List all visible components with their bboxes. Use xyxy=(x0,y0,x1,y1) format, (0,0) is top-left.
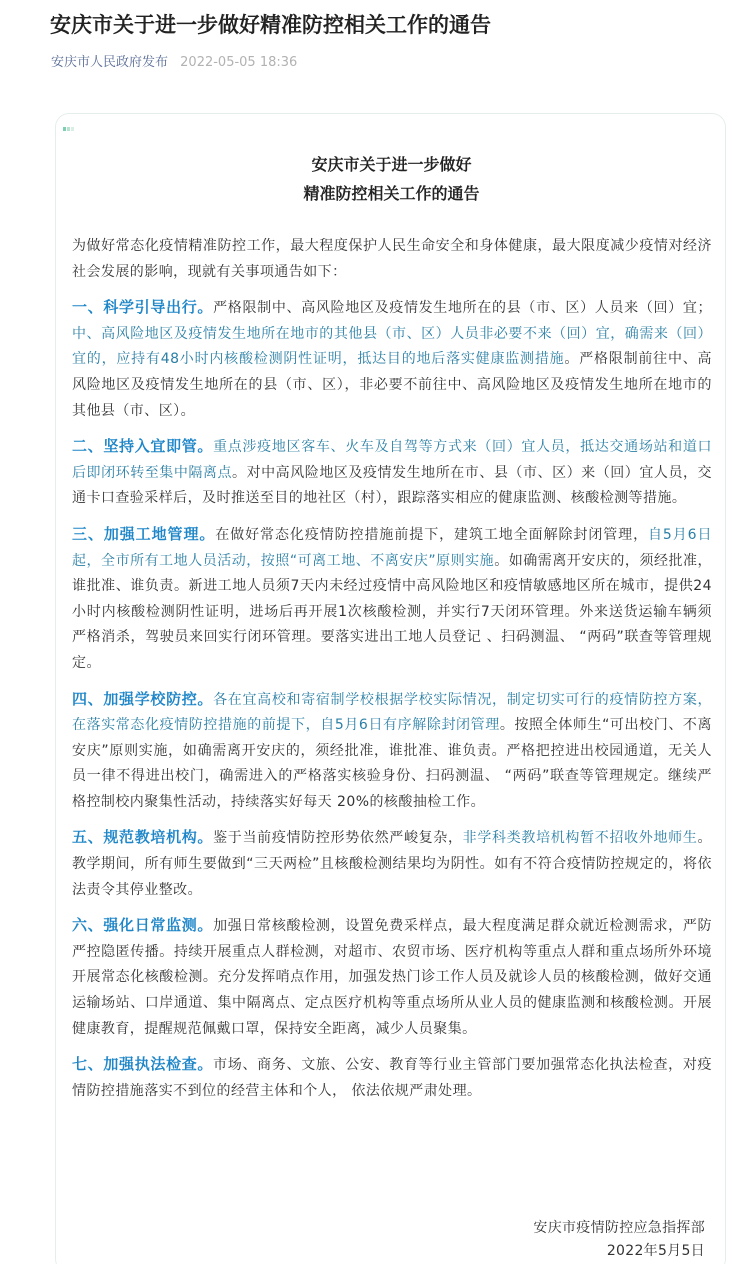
section-1-text-b: 。严格限制前往中、高风险地区及疫情发生地所在的县（市、区），非必要不前往中、高风险地区及疫情发生地所在地市的其他县（市、区）。 xyxy=(72,351,713,419)
card-corner-decoration xyxy=(63,116,75,120)
corner-bar-1 xyxy=(63,127,66,131)
section-5-text-b: 。教学期间，所有师生要做到“三天两检”且核酸检测结果均为阴性。如有不符合疫情防控规定的，将依法责令其停业整改。 xyxy=(72,830,712,898)
section-3-text-b: 。如确需离开安庆的，须经批准，谁批准、谁负责。新进工地人员须7天内未经过疫情中高风险地区和疫情敏感地区所在城市，提供24小时内核酸检测阴性证明，进场后再开展1次核酸检测，并实行7天闭环管理。外来送货运输车辆须严格消杀，驾驶员来回实行闭环管理。要落实进出工地人员登记 、扫码测温、 “两码”联查等管理规定。 xyxy=(72,552,712,671)
signature-block xyxy=(533,1217,705,1263)
article-meta xyxy=(51,54,297,72)
document-title-line-2: 精准防控相关工作的通告 xyxy=(303,184,480,203)
section-7 xyxy=(72,1052,712,1104)
section-4-highlight: 各在宜高校和寄宿制学校根据学校实际情况，制定切实可行的疫情防控方案，在落实常态化疫情防控措施的前提下，自5月6日有序解除封闭管理 xyxy=(72,691,712,734)
section-3-highlight: 自5月6日起，全市所有工地人员活动，按照“可离工地、不离安庆”原则实施 xyxy=(72,526,712,569)
section-1-text-a: 严格限制中、高风险地区及疫情发生地所在的县（市、区）人员来（回）宜； xyxy=(213,300,712,317)
section-1-number: 一、 xyxy=(72,298,104,317)
article-time: 2022-05-05 18:36 xyxy=(180,55,298,70)
signature-date: 2022年5月5日 xyxy=(606,1243,705,1259)
section-3-number: 三、 xyxy=(72,524,104,543)
signature-org: 安庆市疫情防控应急指挥部 xyxy=(533,1220,705,1236)
section-3-text-a: 在做好常态化疫情防控措施前提下，建筑工地全面解除封闭管理， xyxy=(215,526,649,543)
section-3 xyxy=(72,522,712,677)
section-4-text-b: 。按照全体师生“可出校门、不离安庆”原则实施，如确需离开安庆的，须经批准，谁批准、谁负责。严格把控进出校园通道，无关人员一律不得进出校门，确需进入的严格落实核验身份、扫码测温、 “两码”联查等管理规定。继续严格控制校内聚集性活动，持续落实好每天 20%的核酸抽检工作。 xyxy=(72,717,712,810)
section-2-text-b: 。对中高风险地区及疫情发生地所在市、县（市、区）来（回）宜人员，交通卡口查验采样后，及时推送至目的地社区（村），跟踪落实相应的健康监测、核酸检测等措施。 xyxy=(72,464,712,507)
section-2-number: 二、 xyxy=(72,437,104,456)
section-5 xyxy=(72,825,712,903)
section-7-heading: 加强执法检查。 xyxy=(103,1055,214,1074)
document-body xyxy=(72,234,712,1104)
section-5-highlight: 非学科类教培机构暂不招收外地师生 xyxy=(462,830,698,847)
intro-paragraph: 为做好常态化疫情精准防控工作，最大程度保护人民生命安全和身体健康，最大限度减少疫情对经济社会发展的影响，现就有关事项通告如下： xyxy=(72,238,712,280)
article-source-link[interactable]: 安庆市人民政府发布 xyxy=(51,55,169,70)
section-7-text-a: 市场、商务、文旅、公安、教育等行业主管部门要加强常态化执法检查，对疫情防控措施落实不到位的经营主体和个人， 依法依规严肃处理。 xyxy=(72,1057,712,1099)
section-4 xyxy=(72,687,712,816)
section-2-heading: 坚持入宜即管。 xyxy=(103,437,214,456)
section-6-number: 六、 xyxy=(72,916,104,935)
article-title: 安庆市关于进一步做好精准防控相关工作的通告 xyxy=(50,13,491,37)
section-7-number: 七、 xyxy=(72,1055,104,1074)
section-2-highlight: 重点涉疫地区客车、火车及自驾等方式来（回）宜人员，抵达交通场站和道口后即闭环转至集中隔离点 xyxy=(72,439,712,481)
section-6-text-a: 加强日常核酸检测，设置免费采样点，最大程度满足群众就近检测需求，严防严控隐匿传播。持续开展重点人群检测，对超市、农贸市场、医疗机构等重点人群和重点场所外环境开展常态化核酸检测。充分发挥哨点作用，加强发热门诊工作人员及就诊人员的核酸检测，做好交通运输场站、口岸通道、集中隔离点、定点医疗机构等重点场所从业人员的健康监测和核酸检测。开展健康教育，提醒规范佩戴口罩，保持安全距离，减少人员聚集。 xyxy=(72,918,712,1037)
corner-bar-3 xyxy=(71,127,74,131)
section-1-highlight: 中、高风险地区及疫情发生地所在地市的其他县（市、区）人员非必要不来（回）宜，确需来（回）宜的，应持有48小时内核酸检测阴性证明，抵达目的地后落实健康监测措施 xyxy=(72,325,712,368)
section-4-number: 四、 xyxy=(72,689,104,708)
section-6-heading: 强化日常监测。 xyxy=(103,916,214,935)
section-4-heading: 加强学校防控。 xyxy=(103,689,214,708)
corner-bar-2 xyxy=(67,127,70,131)
document-title xyxy=(56,150,727,208)
section-5-text-a: 鉴于当前疫情防控形势依然严峻复杂， xyxy=(213,830,463,847)
section-1-heading: 科学引导出行。 xyxy=(103,298,214,317)
section-6 xyxy=(72,913,712,1042)
section-5-number: 五、 xyxy=(72,828,104,847)
section-5-heading: 规范教培机构。 xyxy=(103,828,214,847)
section-3-heading: 加强工地管理。 xyxy=(103,524,216,543)
section-1 xyxy=(72,295,712,424)
section-2 xyxy=(72,434,712,512)
document-title-line-1: 安庆市关于进一步做好 xyxy=(311,155,472,174)
